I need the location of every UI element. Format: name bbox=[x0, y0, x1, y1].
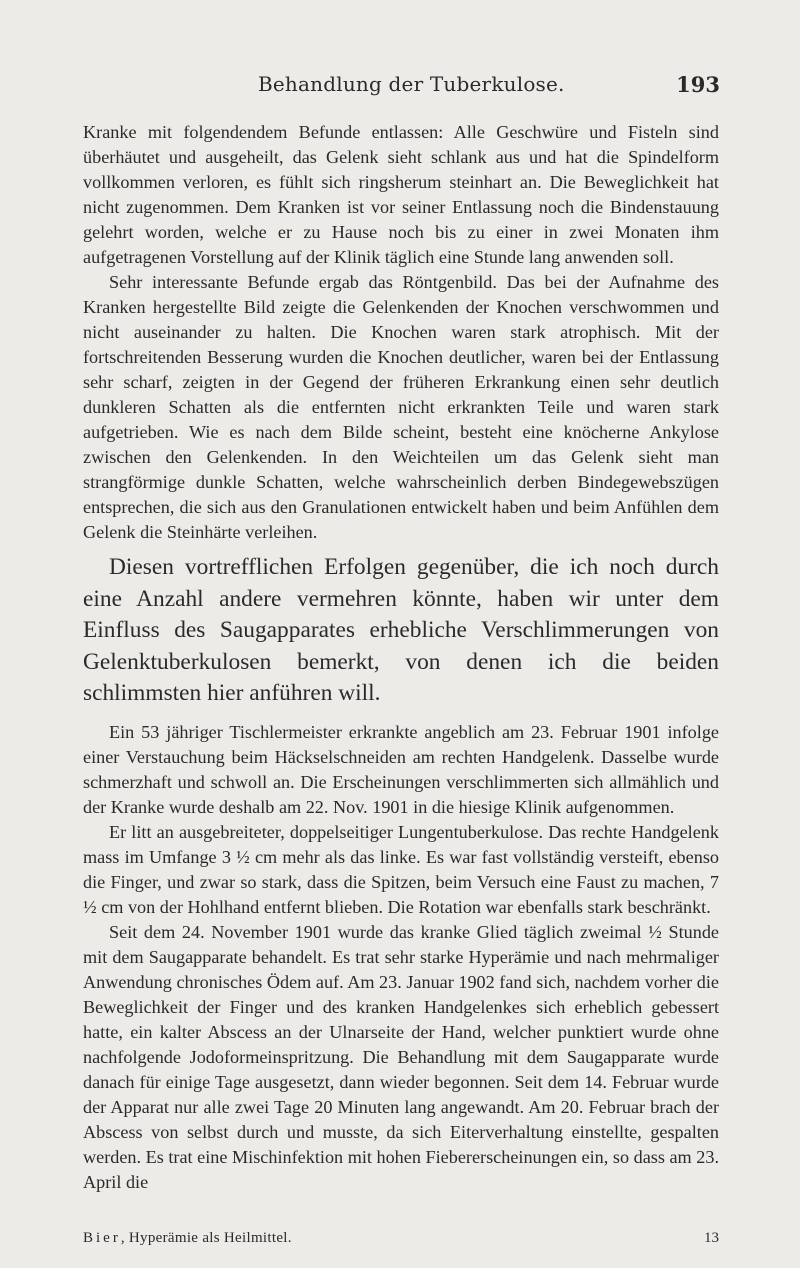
paragraph-case-treatment: Seit dem 24. November 1901 wurde das kranke Glied täglich zweimal ½ Stunde mit dem Saugapparate behandelt. Es trat sehr starke Hyperämie und nach mehrmaliger Anwendung chronisches Ödem auf. Am 23. Januar 1902 fand sich, nachdem vorher die Beweglichkeit der Finger und des kranken Handgelenkes sich erheblich gebessert hatte, ein kalter Abscess an der Ulnarseite der Hand, welcher punktiert wurde ohne nachfolgende Jodoformeinspritzung. Die Behandlung mit dem Saugapparate wurde danach für einige Tage ausgesetzt, dann wieder begonnen. Seit dem 14. Februar wurde der Apparat nur alle zwei Tage 20 Minuten lang angewandt. Am 20. Februar brach der Abscess von selbst durch und musste, da sich Eiterverhaltung einstellte, gespalten werden. Es trat eine Mischinfektion mit hohen Fiebererscheinungen ein, so dass am 23. April die bbox=[83, 921, 719, 1192]
page-footer bbox=[83, 1230, 719, 1252]
paragraph-worsening-intro: Diesen vortrefflichen Erfolgen gegenüber, die ich noch durch eine Anzahl andere vermehren könnte, haben wir unter dem Einfluss des Saugapparates erhebliche Verschlimmerungen von Gelenktuberkulosen bemerkt, von denen ich die beiden schlimmsten hier anführen will. bbox=[83, 554, 719, 706]
footer-author: Bier bbox=[83, 1230, 121, 1246]
sheet-number: 13 bbox=[704, 1230, 719, 1246]
running-title: Behandlung der Tuberkulose. bbox=[258, 72, 565, 96]
paragraph-discharge-findings: Kranke mit folgendendem Befunde entlassen: Alle Geschwüre und Fisteln sind überhäutet und ausgeheilt, das Gelenk sieht schlank aus und hat die Spindelform vollkommen verloren, es fühlt sich ringsherum steinhart an. Die Beweglichkeit hat nicht zugenommen. Dem Kranken ist vor seiner Entlassung noch die Bindenstauung gelehrt worden, welche er zu Hause noch bis zu einer in zwei Monaten ihm aufgetragenen Vorstellung auf der Klinik täglich eine Stunde lang anwenden soll. bbox=[83, 122, 719, 267]
paragraph-case-status: Er litt an ausgebreiteter, doppelseitiger Lungentuberkulose. Das rechte Handgelenk mass im Umfange 3 ½ cm mehr als das linke. Es war fast vollständig versteift, ebenso die Finger, und zwar so stark, dass die Spitzen, beim Versuch eine Faust zu machen, 7 ½ cm von der Hohlhand entfernt blieben. Die Rotation war ebenfalls stark beschränkt. bbox=[83, 821, 719, 917]
footer-book-title: , Hyperämie als Heilmittel. bbox=[120, 1230, 292, 1246]
body-text bbox=[83, 120, 719, 1195]
page-number: 193 bbox=[676, 72, 720, 97]
footer-signature bbox=[83, 1230, 292, 1247]
paragraph-xray-findings: Sehr interessante Befunde ergab das Röntgenbild. Das bei der Aufnahme des Kranken hergestellte Bild zeigte die Gelenkenden der Knochen verschwommen und nicht auseinander zu halten. Die Knochen waren stark atrophisch. Mit der fortschreitenden Besserung wurden die Knochen deutlicher, waren bei der Entlassung sehr scharf, zeigten in der Gegend der früheren Erkrankung einen sehr deutlich dunkleren Schatten als die entfernten nicht erkrankten Teile und waren stark aufgetrieben. Wie es nach dem Bilde scheint, besteht eine knöcherne Ankylose zwischen den Gelenkenden. In den Weichteilen um das Gelenk sieht man strangförmige dunkle Schatten, welche wahrscheinlich derben Bindegewebszügen entsprechen, die sich aus den Granulationen entwickelt haben und beim Anfühlen dem Gelenk die Steinhärte verleihen. bbox=[83, 272, 719, 542]
page-header bbox=[0, 72, 800, 102]
paragraph-case-history: Ein 53 jähriger Tischlermeister erkrankte angeblich am 23. Februar 1901 infolge einer Verstauchung beim Häckselschneiden am rechten Handgelenk. Dasselbe wurde schmerzhaft und schwoll an. Die Erscheinungen verschlimmerten sich allmählich und der Kranke wurde deshalb am 22. Nov. 1901 in die hiesige Klinik aufgenommen. bbox=[83, 721, 719, 817]
